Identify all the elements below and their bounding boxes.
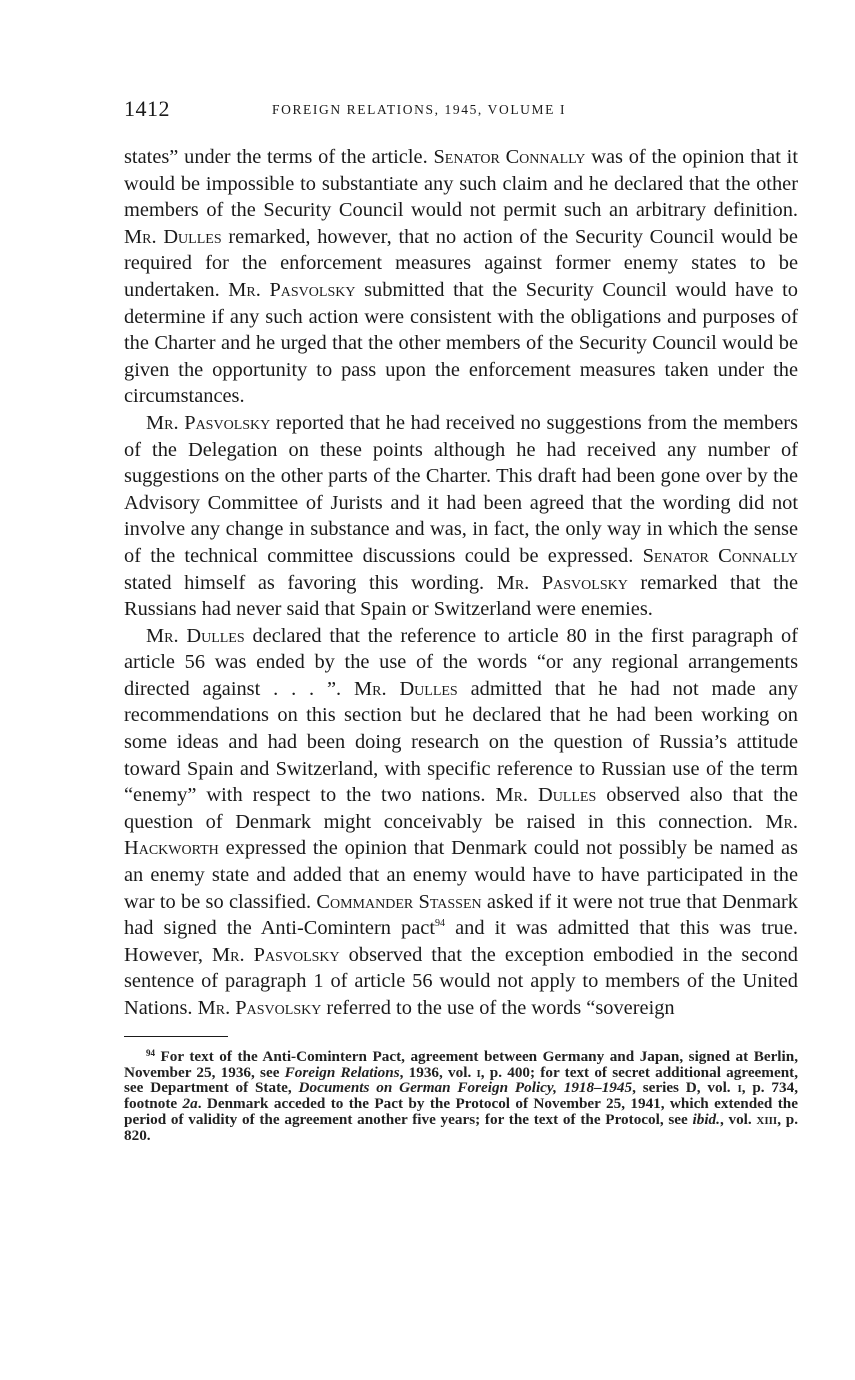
text-run: declared that the reference to article 80 in the first paragraph of article 56 was ended by the use of the words “or any regional arrangements directed against . . . ”.	[124, 624, 798, 700]
text-run: . Denmark acceded to the Pact by the Protocol of November 25, 1941, which extended the period of validity of the agreement another five years; for the text of the Protocol, see	[124, 1095, 798, 1129]
text-run: reported that he had received no suggestions from the members of the Delegation on these points although he had received any number of suggestions on the other parts of the Charter. This draft had been gone over by the Advisory Committee of Jurists and it had been agreed that the wording did not involve any change in substance and was, in fact, the only way in which the sense of the technical committee discussions could be expressed.	[124, 411, 798, 567]
running-head: FOREIGN RELATIONS, 1945, VOLUME I	[272, 102, 567, 117]
footnote-reference[interactable]: 94	[435, 918, 445, 930]
text-run: and it was admitted that this was true. However,	[124, 917, 798, 966]
paragraph-3	[124, 623, 798, 1022]
footnote-divider	[124, 1036, 228, 1037]
text-run: asked if it were not true that Denmark had signed the Anti-Comintern pact	[124, 890, 798, 940]
text-run: , p. 734, footnote	[124, 1079, 798, 1113]
speaker-name: Senator Connally	[642, 544, 798, 567]
footnote	[124, 1049, 798, 1144]
text-run: For text of the Anti-Comintern Pact, agreement between Germany and Japan, signed at Berlin, November 25, 1936, see	[124, 1047, 798, 1081]
footnote-94	[124, 1049, 798, 1144]
volume-numeral: xiii	[756, 1111, 778, 1129]
speaker-name: Mr. Pasvolsky	[197, 997, 322, 1019]
speaker-name: Commander Stassen	[316, 890, 482, 913]
text-run: observed also that the question of Denmark might conceivably be raised in this connection.	[124, 784, 798, 833]
speaker-name: Mr. Dulles	[124, 225, 222, 248]
text-run: , p. 820.	[124, 1111, 798, 1145]
paragraph-2	[124, 410, 798, 623]
speaker-name: Mr. Dulles	[495, 784, 597, 807]
text-run: , series D, vol.	[632, 1079, 738, 1097]
text-run: submitted that the Security Council would have to determine if any such action were consistent with the obligations and purposes of the Charter and he urged that the other members of the Security Council would be given the opportunity to pass upon the enforcement measures taken under the circumstances.	[124, 278, 798, 408]
speaker-name: Mr. Pasvolsky	[228, 278, 356, 301]
text-run: states” under the terms of the article.	[124, 146, 434, 168]
paragraph-1	[124, 144, 798, 410]
speaker-name: Mr. Dulles	[354, 677, 458, 700]
text-run: remarked, however, that no action of the Security Council would be required for the enforcement measures against former enemy states to be undertaken.	[124, 225, 798, 301]
speaker-name: Senator Connally	[433, 146, 586, 168]
text-run: observed that the exception embodied in the second sentence of paragraph 1 of article 56 would not apply to members of the United Nations.	[124, 943, 798, 1019]
volume-numeral: i	[737, 1079, 742, 1097]
text-run: referred to the use of the words “sovereign	[321, 997, 675, 1019]
text-run: , p. 400; for text of secret additional agreement, see Department of State,	[124, 1063, 798, 1097]
body-text	[124, 144, 798, 1022]
text-run: , 1936, vol.	[399, 1063, 477, 1081]
text-run: , vol.	[719, 1111, 757, 1129]
page-number: 1412	[124, 96, 170, 121]
volume-numeral: i	[476, 1063, 481, 1081]
speaker-name: Mr. Hackworth	[124, 810, 798, 860]
text-run: remarked that the Russians had never said that Spain or Switzerland were enemies.	[124, 571, 798, 621]
citation-title: Documents on German Foreign Policy, 1918–1945	[298, 1079, 633, 1097]
text-run: was of the opinion that it would be impossible to substantiate any such claim and he declared that the other members of the Security Council would not permit such an arbitrary definition.	[124, 146, 798, 222]
citation-title: Foreign Relations	[284, 1063, 400, 1081]
text-run: admitted that he had not made any recommendations on this section but he declared that he had been working on some ideas and had been doing research on the question of Russia’s attitude toward Spain and Switzerland, with specific reference to Russian use of the term “enemy” with respect to the two nations.	[124, 677, 798, 807]
speaker-name: Mr. Pasvolsky	[212, 943, 340, 966]
text-run: expressed the opinion that Denmark could not possibly be named as an enemy state and added that an enemy would have to have participated in the war to be so classified.	[124, 837, 798, 913]
footnote-label: 2a	[182, 1095, 198, 1113]
citation-ibid: ibid.	[692, 1111, 720, 1129]
speaker-name: Mr. Pasvolsky	[146, 411, 271, 434]
page-header	[124, 96, 798, 130]
footnote-number: 94	[146, 1047, 155, 1058]
speaker-name: Mr. Pasvolsky	[496, 571, 628, 594]
text-run: stated himself as favoring this wording.	[124, 571, 497, 594]
speaker-name: Mr. Dulles	[146, 624, 245, 647]
document-page	[124, 96, 798, 1144]
